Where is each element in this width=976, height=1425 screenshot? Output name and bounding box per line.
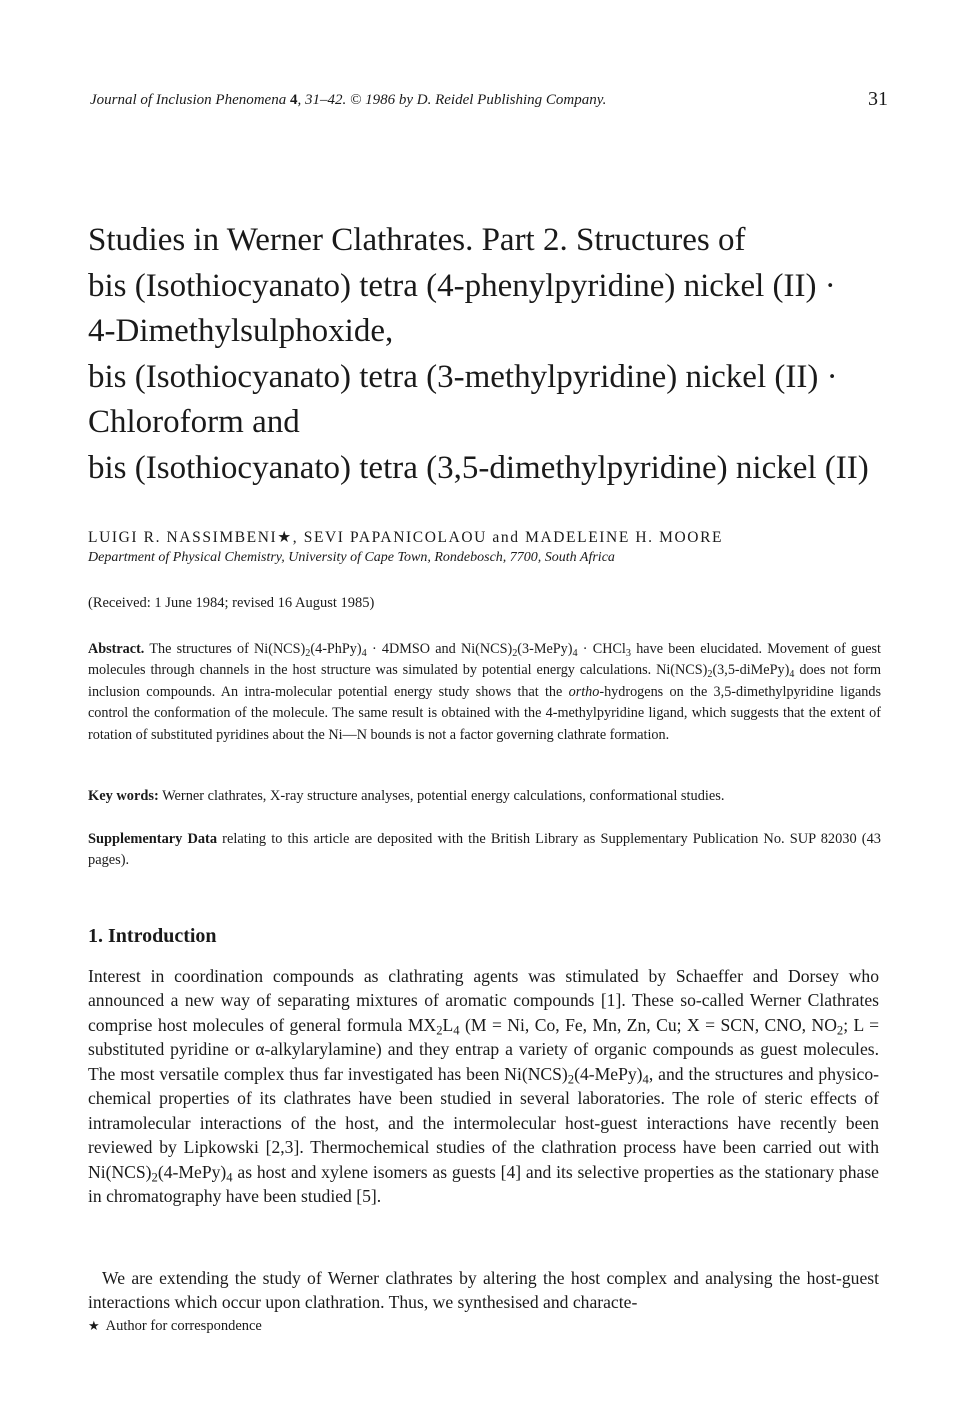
intro-paragraph-1: Interest in coordination compounds as clathrating agents was stimulated by Schaeffer and Dorsey who announced a new way of separating mixtures of aromatic compounds [1]. These so-called Werner Clathrates comprise host molecules of general formula $MX_2L_4$ (M = Ni, Co, Fe, Mn, Zn, Cu; X = SCN, CNO, $NO_2$; L = substituted pyridine or α-alkylarylamine) and they entrap a variety of organic compounds as guest molecules. The most versatile complex thus far investigated has been $Ni(NCS)_2(4-MePy)_4$, and the structures and physico-chemical properties of its clathrates have been studied in several laboratories. The role of steric effects of intramolecular interactions of the host, and the intermolecular host-guest interactions have recently been reviewed by Lipkowski [2,3]. Thermochemical studies of the clathration process have been carried out with $Ni(NCS)_2(4-MePy)_4$ as host and xylene isomers as guests [4] and its selective properties as the stationary phase in chromatography have been studied [5]. — [88, 966, 879, 1207]
abstract: Abstract. The structures of $Ni(NCS)_2(4-PhPy)_4$ · 4DMSO and $Ni(NCS)_2(3-MePy)_4$ · CHCl$_3$ have been elucidated. Movement of guest molecules through channels in the host structure was simulated by potential energy calculations. $Ni(NCS)_2(3,5-diMePy)_4$ does not form inclusion compounds. An intra-molecular potential energy study shows that the ortho-hydrogens on the 3,5-dimethylpyridine ligands control the conformation of the molecule. The same result is obtained with the 4-methylpyridine ligand, which suggests that the extent of rotation of substituted pyridines about the Ni—N bounds is not a factor governing clathrate formation. — [88, 641, 881, 743]
title-line: bis (Isothiocyanato) tetra (3-methylpyridine) nickel (II) · — [88, 358, 838, 395]
intro-paragraph-2: We are extending the study of Werner clathrates by altering the host complex and analysing the host-guest interactions which occur upon clathration. Thus, we synthesised and characte- — [88, 1268, 879, 1313]
title-line: 4-Dimethylsulphoxide, — [88, 313, 394, 349]
affiliation: Department of Physical Chemistry, University of Cape Town, Rondebosch, 7700, South Africa — [88, 550, 615, 565]
title-line: bis (Isothiocyanato) tetra (3,5-dimethylpyridine) nickel (II) — [88, 449, 869, 486]
keywords: Key words: Werner clathrates, X-ray structure analyses, potential energy calculations, conformational studies. — [88, 788, 725, 804]
abstract-label: Abstract. — [88, 641, 145, 657]
journal-volume: 4 — [289, 92, 298, 108]
page-number: 31 — [868, 88, 888, 110]
title-line: Studies in Werner Clathrates. Part 2. Structures of — [88, 222, 746, 258]
article-title — [88, 218, 908, 491]
title-line: Chloroform and — [88, 404, 300, 440]
footnote: ★ Author for correspondence — [88, 1318, 262, 1334]
section-heading: 1. Introduction — [88, 925, 217, 947]
footnote-star-icon: ★ — [88, 1318, 100, 1333]
title-line: bis (Isothiocyanato) tetra (4-phenylpyridine) nickel (II) · — [88, 267, 836, 304]
keywords-label: Key words: — [88, 788, 159, 804]
authors: LUIGI R. NASSIMBENI★, SEVI PAPANICOLAOU and MADELEINE H. MOORE — [88, 529, 724, 546]
supplementary-data: Supplementary Data relating to this article are deposited with the British Library as Supplementary Publication No. SUP 82030 (43 pages). — [88, 831, 881, 869]
supplementary-label: Supplementary Data — [88, 831, 218, 847]
received-dates: (Received: 1 June 1984; revised 16 August 1985) — [88, 595, 375, 611]
journal-citation: Journal of Inclusion Phenomena 4, 31–42. © 1986 by D. Reidel Publishing Company. — [90, 92, 607, 108]
